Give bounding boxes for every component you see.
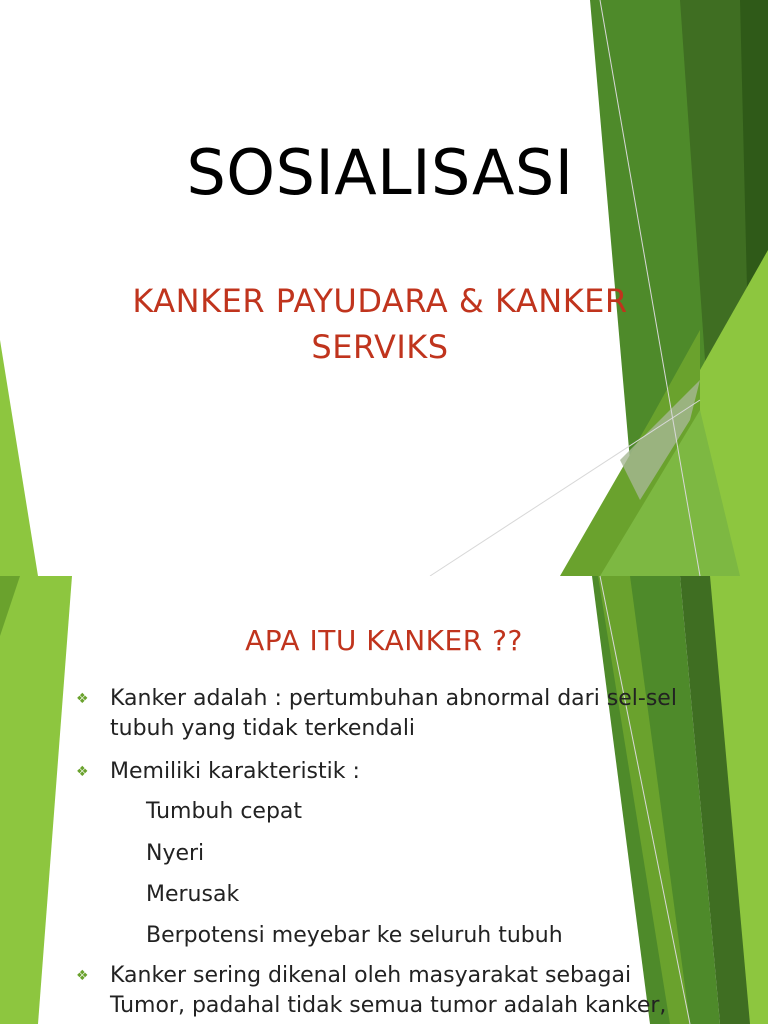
bullet-marker-icon: ❖	[76, 691, 89, 707]
bullet-1-line-2: tubuh yang tidak terkendali	[110, 716, 416, 741]
subtitle-line-1: KANKER PAYUDARA & KANKER	[132, 282, 628, 320]
bullet-3-line-2: Tumor, padahal tidak semua tumor adalah kanker,	[110, 993, 667, 1018]
slide-2-title: APA ITU KANKER ??	[245, 624, 523, 657]
slide-1-title: SOSIALISASI	[186, 136, 574, 209]
bullet-marker-icon: ❖	[76, 968, 89, 984]
sub-bullet-4: Berpotensi meyebar ke seluruh tubuh	[146, 923, 563, 948]
sub-bullet-3: Merusak	[146, 882, 240, 907]
sub-bullet-1: Tumbuh cepat	[146, 799, 303, 824]
bullet-3-line-1: Kanker sering dikenal oleh masyarakat sebagai	[110, 963, 632, 988]
subtitle-line-2: SERVIKS	[311, 328, 449, 366]
bullet-1-line-1: Kanker adalah : pertumbuhan abnormal dari sel-sel	[110, 686, 677, 711]
sub-bullet-2: Nyeri	[146, 841, 205, 866]
bullet-2-line-1: Memiliki karakteristik :	[110, 759, 360, 784]
bullet-marker-icon: ❖	[76, 764, 89, 780]
